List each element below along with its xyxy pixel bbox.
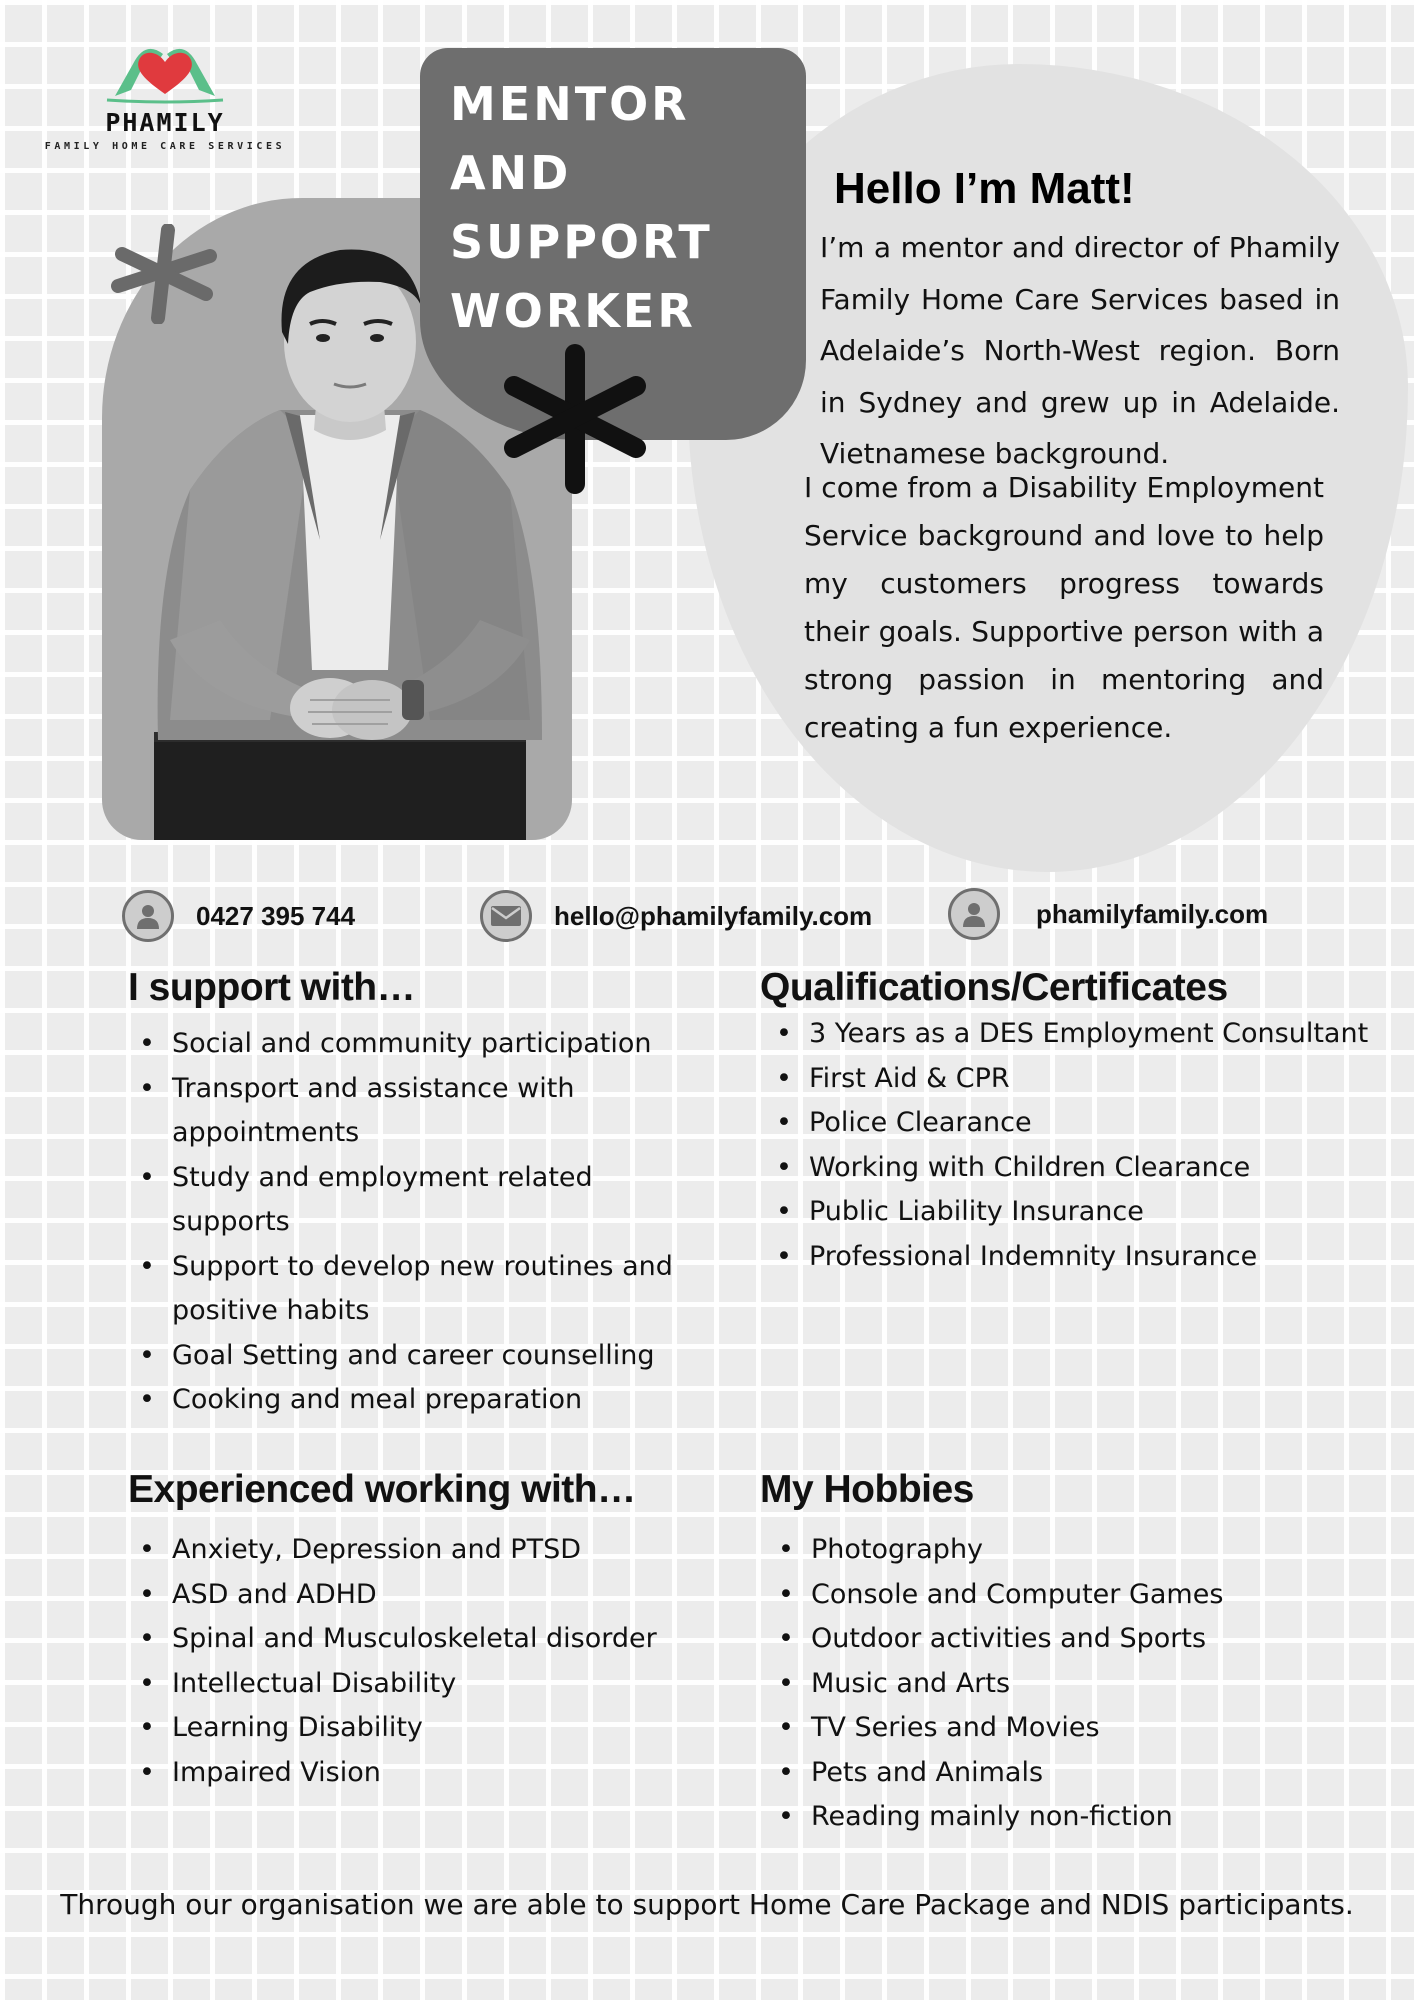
website-link[interactable]: phamilyfamily.com xyxy=(1036,898,1269,929)
list-item: • Photography xyxy=(767,1528,1367,1573)
list-item: • Impaired Vision xyxy=(128,1751,688,1796)
qualifications-list xyxy=(765,1012,1369,1279)
experienced-list xyxy=(128,1528,688,1795)
list-item: • Study and employment related supports xyxy=(128,1156,688,1245)
logo-brand-name: PHAMILY xyxy=(105,108,225,137)
list-item: • Intellectual Disability xyxy=(128,1662,688,1707)
list-item: • Transport and assistance with appointments xyxy=(128,1067,688,1156)
list-item: • Goal Setting and career counselling xyxy=(128,1334,688,1379)
list-item: • Reading mainly non-fiction xyxy=(767,1795,1367,1840)
title-line: MENTOR xyxy=(450,77,690,131)
list-item: • Cooking and meal preparation xyxy=(128,1378,688,1423)
list-item: • 3 Years as a DES Employment Consultant xyxy=(765,1012,1365,1057)
supports-heading: I support with… xyxy=(128,966,416,1009)
qualifications-heading: Qualifications/Certificates xyxy=(760,966,1228,1009)
contact-phone xyxy=(122,888,355,944)
envelope-icon xyxy=(480,890,532,942)
list-item: • ASD and ADHD xyxy=(128,1573,688,1618)
heart-hands-icon xyxy=(105,30,225,106)
list-item: • Professional Indemnity Insurance xyxy=(765,1235,1365,1280)
list-item: • Outdoor activities and Sports xyxy=(767,1617,1367,1662)
list-item: • Anxiety, Depression and PTSD xyxy=(128,1528,688,1573)
person-icon xyxy=(122,890,174,942)
gray-asterisk-icon xyxy=(110,224,220,324)
hobbies-list xyxy=(767,1528,1367,1840)
company-logo xyxy=(40,30,290,170)
list-item: • Social and community participation xyxy=(128,1022,688,1067)
list-item: • Learning Disability xyxy=(128,1706,688,1751)
intro-paragraph-1: I’m a mentor and director of Phamily Family Home Care Services based in Adelaide’s North-West region. Born in Sydney and grew up in Adelaide. Vietnamese background. xyxy=(820,231,1340,470)
intro-paragraph-2: I come from a Disability Employment Service background and love to help my customers progress towards their goals. Supportive person with a strong passion in mentoring and creating a fun experience. xyxy=(804,471,1324,744)
supports-list xyxy=(128,1022,688,1423)
list-item: • Support to develop new routines and positive habits xyxy=(128,1245,688,1334)
list-item: • Public Liability Insurance xyxy=(765,1190,1365,1235)
list-item: • Pets and Animals xyxy=(767,1751,1367,1796)
list-item: • TV Series and Movies xyxy=(767,1706,1367,1751)
phone-number[interactable]: 0427 395 744 xyxy=(196,900,356,931)
contact-website xyxy=(948,886,1268,942)
page-title xyxy=(450,70,800,346)
hobbies-heading: My Hobbies xyxy=(760,1468,974,1511)
title-line: SUPPORT xyxy=(450,215,713,269)
list-item: • Spinal and Musculoskeletal disorder xyxy=(128,1617,688,1662)
list-item: • Police Clearance xyxy=(765,1101,1365,1146)
list-item: • Music and Arts xyxy=(767,1662,1367,1707)
footer-note: Through our organisation we are able to support Home Care Package and NDIS participants. xyxy=(60,1888,1354,1921)
black-asterisk-icon xyxy=(500,344,650,494)
list-item: • First Aid & CPR xyxy=(765,1057,1365,1102)
person-icon xyxy=(948,888,1000,940)
experienced-heading: Experienced working with… xyxy=(128,1468,636,1511)
list-item: • Console and Computer Games xyxy=(767,1573,1367,1618)
list-item: • Working with Children Clearance xyxy=(765,1146,1365,1191)
greeting-heading: Hello I’m Matt! xyxy=(834,164,1135,213)
title-line: AND xyxy=(450,146,572,200)
contact-email xyxy=(480,888,872,944)
logo-tagline: FAMILY HOME CARE SERVICES xyxy=(44,141,286,152)
email-address[interactable]: hello@phamilyfamily.com xyxy=(554,900,873,931)
title-line: WORKER xyxy=(450,284,696,338)
